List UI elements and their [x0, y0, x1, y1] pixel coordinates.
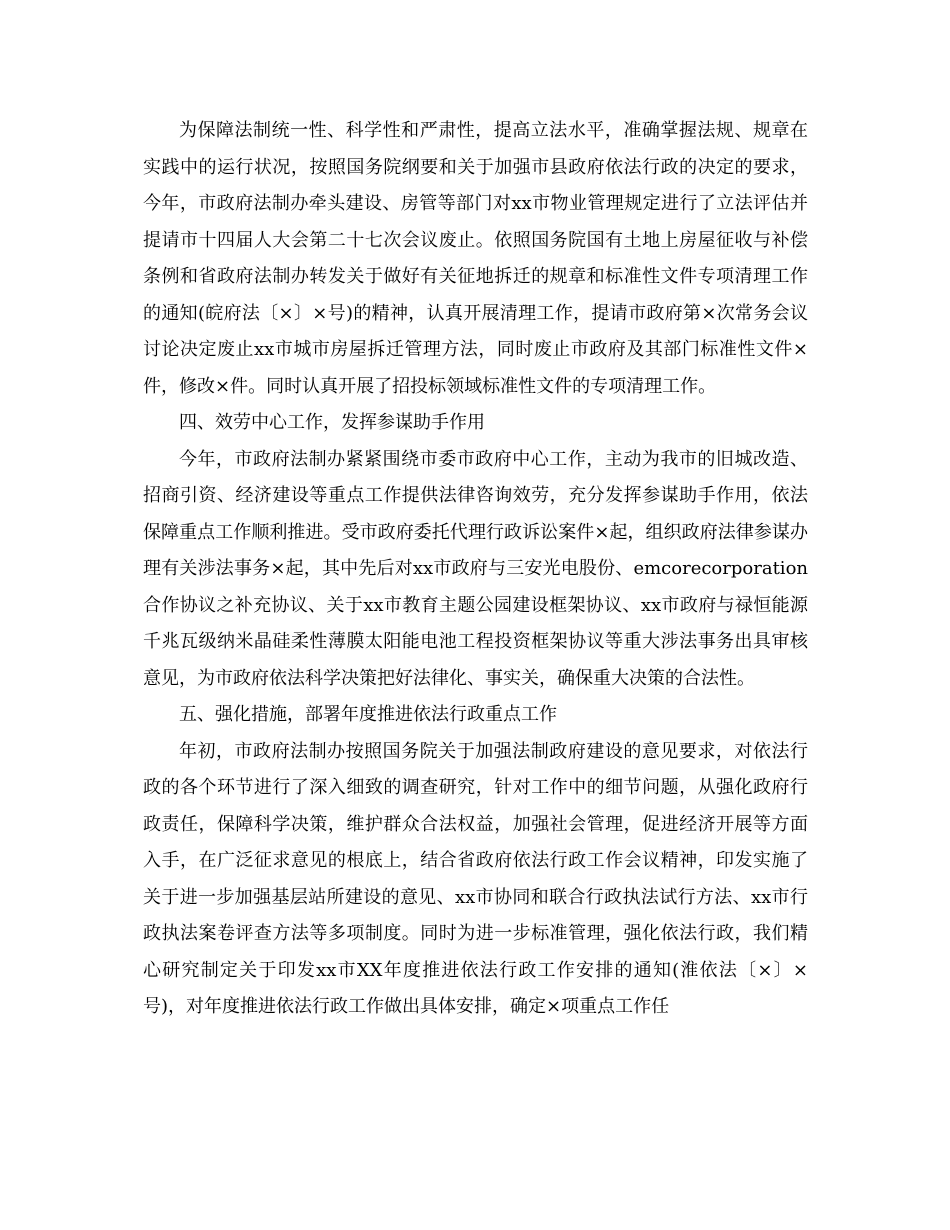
paragraph-legislative-review: 为保障法制统一性、科学性和严肃性，提高立法水平，准确掌握法规、规章在实践中的运行状况，按照国务院纲要和关于加强市县政府依法行政的决定的要求，今年，市政府法制办牵头建设、房管等部门对xx市物业管理规定进行了立法评估并提请市十四届人大会第二十七次会议废止。依照国务院国有土地上房屋征收与补偿条例和省政府法制办转发关于做好有关征地拆迁的规章和标准性文件专项清理工作的通知(皖府法〔×〕×号)的精神，认真开展清理工作，提请市政府第×次常务会议讨论决定废止xx市城市房屋拆迁管理方法，同时废止市政府及其部门标准性文件×件，修改×件。同时认真开展了招投标领域标准性文件的专项清理工作。 — [143, 120, 808, 397]
document-body — [143, 113, 808, 1026]
paragraph-legal-consulting: 今年，市政府法制办紧紧围绕市委市政府中心工作，主动为我市的旧城改造、招商引资、经济建设等重点工作提供法律咨询效劳，充分发挥参谋助手作用，依法保障重点工作顺利推进。受市政府委托代理行政诉讼案件×起，组织政府法律参谋办理有关涉法事务×起，其中先后对xx市政府与三安光电股份、emcorecorporation合作协议之补充协议、关于xx市教育主题公园建设框架协议、xx市政府与禄恒能源千兆瓦级纳米晶硅柔性薄膜太阳能电池工程投资框架协议等重大涉法事务出具审核意见，为市政府依法科学决策把好法律化、事实关，确保重大决策的合法性。 — [143, 448, 808, 689]
paragraph-annual-plan: 年初，市政府法制办按照国务院关于加强法制政府建设的意见要求，对依法行政的各个环节进行了深入细致的调查研究，针对工作中的细节问题，从强化政府行政责任，保障科学决策，维护群众合法权益，加强社会管理，促进经济开展等方面入手，在广泛征求意见的根底上，结合省政府依法行政工作会议精神，印发实施了关于进一步加强基层站所建设的意见、xx市协同和联合行政执法试行方法、xx市行政执法案卷评查方法等多项制度。同时为进一步标准管理，强化依法行政，我们精心研究制定关于印发xx市XX年度推进依法行政工作安排的通知(淮依法〔×〕×号)，对年度推进依法行政工作做出具体安排，确定×项重点工作任 — [143, 740, 808, 1017]
section-heading-5: 五、强化措施，部署年度推进依法行政重点工作 — [179, 704, 557, 725]
section-heading-4: 四、效劳中心工作，发挥参谋助手作用 — [179, 412, 485, 433]
